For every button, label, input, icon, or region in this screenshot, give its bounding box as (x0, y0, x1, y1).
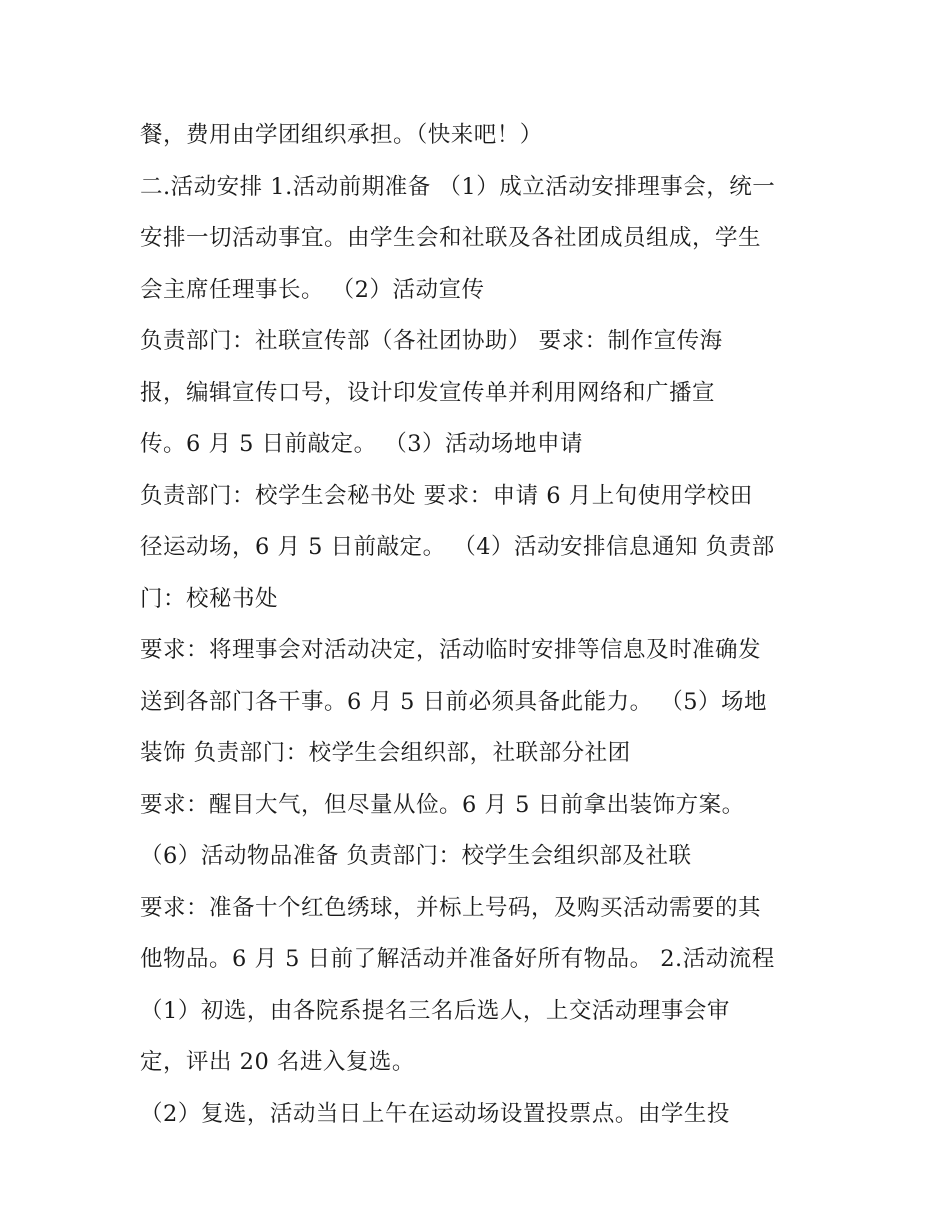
text-line: 负责部门：社联宣传部（各社团协助） 要求：制作宣传海 (140, 328, 723, 354)
text-line: （2）复选，活动当日上午在运动场设置投票点。由学生投 (140, 1100, 730, 1127)
text-line: 负责部门：校学生会秘书处 要求：申请 6 月上旬使用学校田 (140, 482, 753, 509)
text-line: 装饰 负责部门：校学生会组织部，社联部分社团 (140, 740, 631, 766)
text-line: 要求：醒目大气，但尽量从俭。6 月 5 日前拿出装饰方案。 (140, 791, 745, 818)
text-line: 要求：准备十个红色绣球，并标上号码，及购买活动需要的其 (140, 894, 762, 921)
text-line: 二.活动安排 1.活动前期准备 （1）成立活动安排理事会，统一 (140, 173, 776, 200)
text-line: 会主席任理事长。 （2）活动宣传 (140, 276, 485, 303)
text-line: （1）初选，由各院系提名三名后选人，上交活动理事会审 (140, 997, 730, 1024)
text-line: 定，评出 20 名进入复选。 (140, 1049, 415, 1075)
text-line: 门：校秘书处 (140, 585, 279, 612)
text-line: （6）活动物品准备 负责部门：校学生会组织部及社联 (140, 843, 692, 869)
text-line: 他物品。6 月 5 日前了解活动并准备好所有物品。 2.活动流程 (140, 946, 775, 972)
text-line: 报，编辑宣传口号，设计印发宣传单并利用网络和广播宣 (140, 379, 716, 406)
text-line: 传。6 月 5 日前敲定。 （3）活动场地申请 (140, 431, 584, 457)
text-line: 要求：将理事会对活动决定，活动临时安排等信息及时准确发 (140, 637, 762, 663)
text-line: 安排一切活动事宜。由学生会和社联及各社团成员组成，学生 (140, 225, 762, 251)
text-line: 径运动场，6 月 5 日前敲定。 （4）活动安排信息通知 负责部 (140, 534, 775, 560)
text-line: 餐，费用由学团组织承担。（快来吧！） (140, 122, 543, 148)
text-line: 送到各部门各干事。6 月 5 日前必须具备此能力。 （5）场地 (140, 688, 768, 715)
document-body (140, 110, 830, 1140)
